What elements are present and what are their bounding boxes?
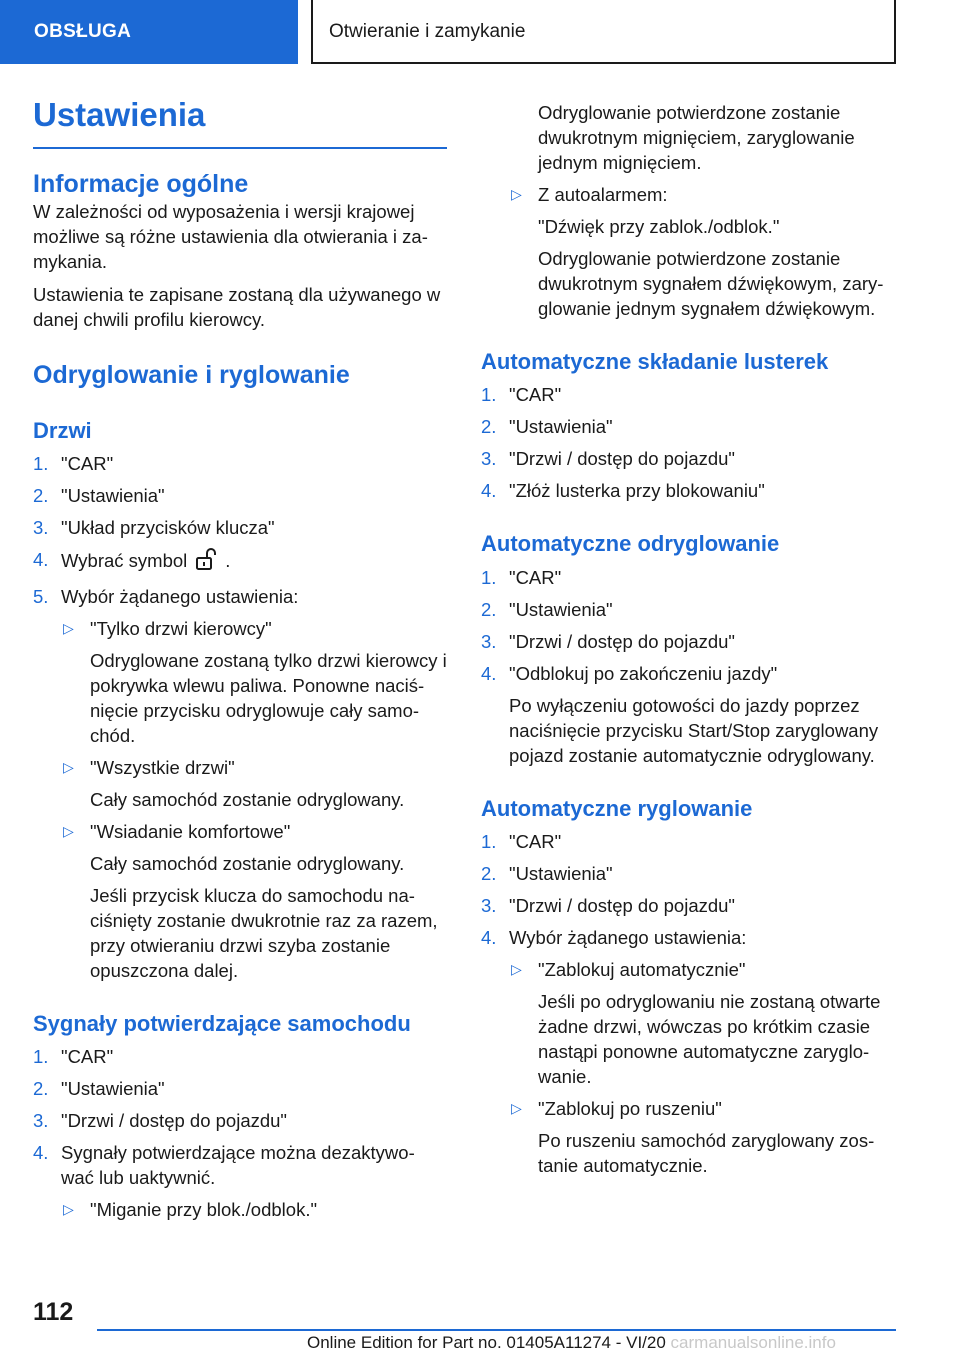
list-item: 4. Wybrać symbol . (33, 547, 447, 577)
option-desc: Odryglowanie potwierdzone zostanie dwukrotnym mignięciem, zaryglowanie jednym mignięciem. (538, 102, 855, 173)
heading-general: Informacje ogólne (33, 169, 249, 198)
heading-unlock-lock: Odryglowanie i ryglowanie (33, 360, 350, 389)
list-item: 5. Wybór żądanego ustawienia: (33, 585, 299, 607)
option-item: ▷ "Wszystkie drzwi" (63, 756, 235, 778)
list-item: 2. "Ustawienia" (33, 1078, 165, 1100)
paragraph: W zależności od wyposażenia i wersji krajowej możliwe są różne ustawienia dla otwierania i za-mykania. (33, 200, 428, 272)
right-column (481, 100, 901, 1178)
list-item: 1. "CAR" (33, 1046, 114, 1068)
list-item: 3. "Drzwi / dostęp do pojazdu" (33, 1110, 288, 1132)
watermark: carmanualsonline.info (670, 1333, 836, 1352)
list-item: 3. "Drzwi / dostęp do pojazdu" (481, 895, 736, 917)
list-item: 2. "Ustawienia" (481, 416, 613, 438)
list-item: 3. "Drzwi / dostęp do pojazdu" (481, 630, 736, 652)
option-desc: Po ruszeniu samochód zaryglowany zos-tanie automatycznie. (538, 1130, 875, 1177)
option-desc: Cały samochód zostanie odryglowany. (90, 852, 405, 874)
list-item: 1. "CAR" (481, 384, 562, 406)
option-desc: Cały samochód zostanie odryglowany. (90, 788, 405, 810)
list-item: 3. "Układ przycisków klucza" (33, 516, 275, 538)
heading-signals: Sygnały potwierdzające samochodu (33, 1010, 411, 1036)
heading-doors: Drzwi (33, 417, 92, 443)
chapter-title: Otwieranie i zamykanie (311, 0, 896, 64)
unlock-icon (195, 547, 217, 577)
list-item: 4. "Odblokuj po zakończeniu jazdy" (481, 662, 778, 684)
option-item: ▷ "Miganie przy blok./odblok." (63, 1199, 318, 1221)
bullet-icon: ▷ (511, 1100, 522, 1117)
list-item: 4. "Złóż lusterka przy blokowaniu" (481, 480, 765, 502)
list-item: 4. Sygnały potwierdzające można dezaktywo-wać lub uaktywnić. (33, 1142, 415, 1189)
option-item: ▷ "Wsiadanie komfortowe" (63, 820, 291, 842)
page-title: Ustawienia (33, 95, 447, 149)
option-desc: Odryglowanie potwierdzone zostanie dwukrotnym sygnałem dźwiękowym, zary-glowanie jednym sygnałem dźwiękowym. (538, 248, 884, 319)
option-desc: Odryglowane zostaną tylko drzwi kierowcy i pokrywka wlewu paliwa. Ponowne naciś-nięcie przycisku odryglowuje cały samo-chód. (90, 649, 447, 746)
list-item: 1. "CAR" (481, 566, 562, 588)
heading-auto-unlock: Automatyczne odryglowanie (481, 531, 780, 557)
list-item: 2. "Ustawienia" (33, 484, 165, 506)
footer-edition: Online Edition for Part no. 01405A11274 - VI/20 carmanualsonline.info (307, 1333, 836, 1352)
list-item: 2. "Ustawienia" (481, 598, 613, 620)
page-number: 112 (33, 1298, 74, 1326)
bullet-icon: ▷ (63, 822, 74, 839)
option-item: ▷ "Zablokuj po ruszeniu" (511, 1098, 722, 1120)
footer-divider (97, 1329, 896, 1331)
list-item: 1. "CAR" (33, 452, 114, 474)
option-desc: Jeśli po odryglowaniu nie zostaną otwarte żadne drzwi, wówczas po krótkim czasie nastąpi ponowne automatyczne zaryglo-wanie. (538, 991, 881, 1088)
list-item: 4. Wybór żądanego ustawienia: (481, 927, 747, 949)
heading-mirrors: Automatyczne składanie lusterek (481, 349, 829, 374)
section-tab: OBSŁUGA (0, 0, 298, 64)
item-desc: Po wyłączeniu gotowości do jazdy poprzez naciśnięcie przycisku Start/Stop zaryglowany pojazd zostanie automatycznie odryglowany. (509, 694, 879, 766)
left-column (33, 95, 447, 1222)
option-item: ▷ "Zablokuj automatycznie" (511, 959, 746, 981)
bullet-icon: ▷ (511, 186, 522, 202)
bullet-icon: ▷ (511, 961, 522, 978)
list-item: 1. "CAR" (481, 831, 562, 853)
option-desc: Jeśli przycisk klucza do samochodu na-ciśnięty zostanie dwukrotnie raz za razem, przy otwieraniu drzwi szyba zostanie opuszczona dalej. (90, 884, 438, 981)
option-item: ▷ Z autoalarmem: (511, 184, 668, 205)
bullet-icon: ▷ (63, 758, 74, 775)
heading-auto-lock: Automatyczne ryglowanie (481, 795, 753, 821)
list-item: 3. "Drzwi / dostęp do pojazdu" (481, 448, 736, 470)
list-item: 2. "Ustawienia" (481, 863, 613, 885)
option-name: "Dźwięk przy zablok./odblok." (538, 216, 780, 237)
bullet-icon: ▷ (63, 619, 74, 636)
bullet-icon: ▷ (63, 1201, 74, 1218)
paragraph: Ustawienia te zapisane zostaną dla używanego w danej chwili profilu kierowcy. (33, 283, 441, 330)
option-item: ▷ "Tylko drzwi kierowcy" (63, 617, 272, 639)
